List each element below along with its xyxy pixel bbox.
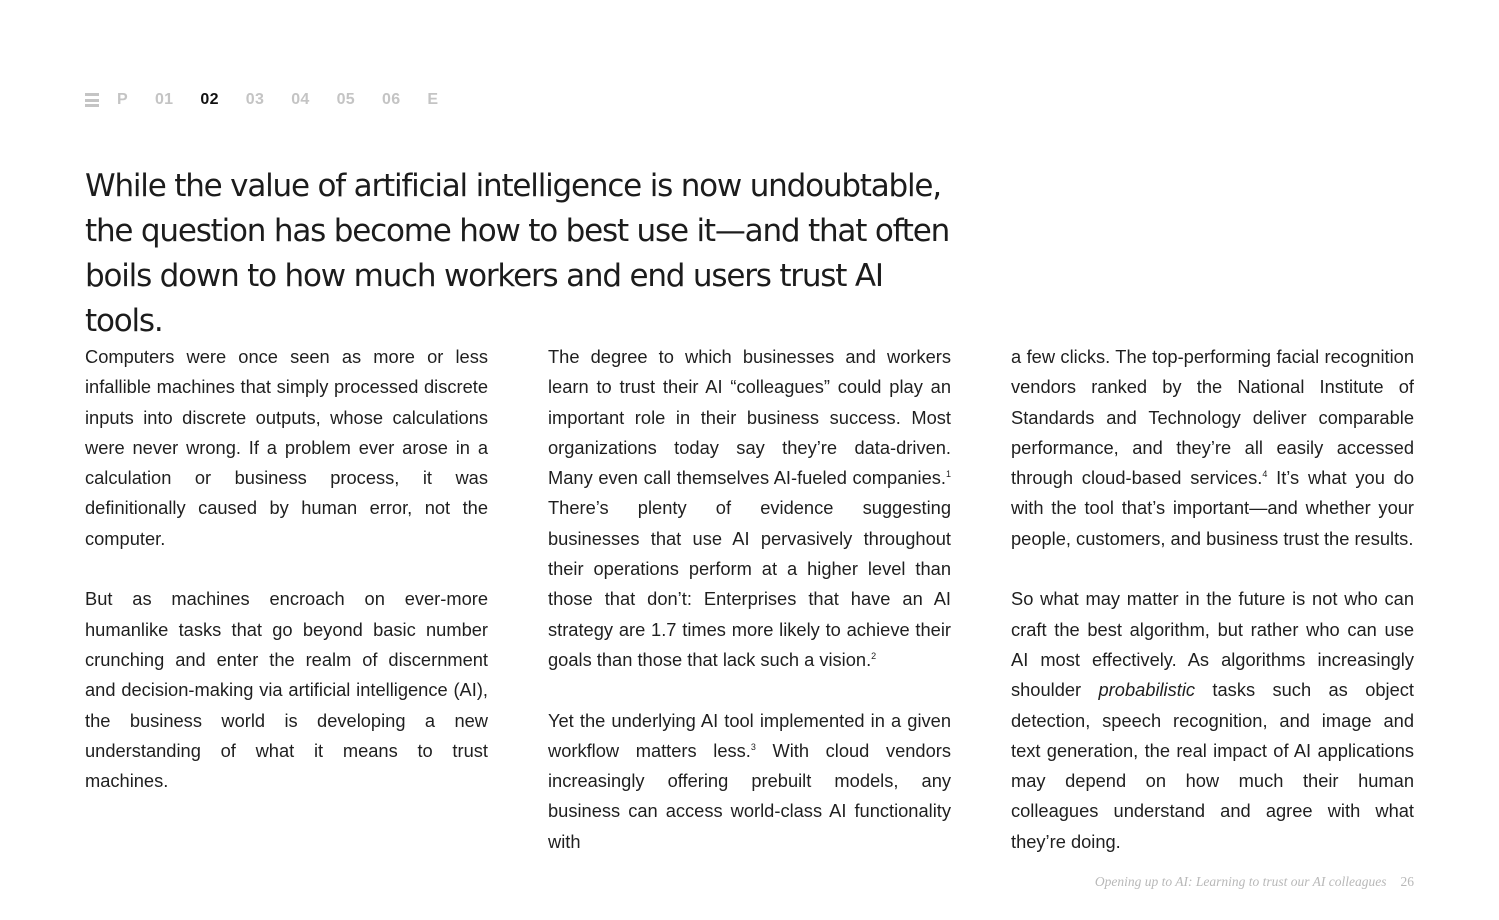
nav-item-02[interactable]: 02 (200, 91, 219, 108)
text-run: It’s what you do with the tool that’s important—and whether your people, customers, and business trust the results. (1011, 467, 1414, 549)
body-column-3 (1011, 342, 1414, 887)
text-run: With cloud vendors increasingly offering prebuilt models, any business can access world-class AI functionality with (548, 739, 951, 852)
section-nav (85, 89, 465, 111)
paragraph (1011, 342, 1414, 554)
nav-item-e[interactable]: E (427, 91, 439, 108)
nav-item-01[interactable]: 01 (154, 91, 174, 108)
text-run: So what may matter in the future is not who can craft the best algorithm, but rather who can use AI most effectively. As algorithms increasingly shoulder (1011, 588, 1414, 701)
text-run: tasks such as object detection, speech recognition, and image and text generation, the real impact of AI applications may depend on how much their human colleagues understand and agree with what they’re doing. (1011, 679, 1414, 852)
footnote-ref-3[interactable]: 3 (750, 741, 756, 752)
page-number: 26 (1400, 874, 1414, 889)
paragraph: Computers were once seen as more or less infallible machines that simply processed discrete inputs into discrete outputs, whose calculations were never wrong. If a problem ever arose in a calculation or business process, it was definitionally caused by human error, not the computer. (85, 346, 488, 549)
text-run: The degree to which businesses and workers learn to trust their AI “colleagues” could play an important role in their business success. Most organizations today say they’re data-driven. Many even call themselves AI-fueled companies. (548, 346, 951, 489)
text-run: Yet the underlying AI tool implemented in a given workflow matters less. (548, 709, 951, 761)
text-run: a few clicks. The top-performing facial recognition vendors ranked by the National Institute of Standards and Technology deliver comparable performance, and they’re all easily accessed through cloud-based services. (1011, 346, 1414, 489)
paragraph: But as machines encroach on ever-more humanlike tasks that go beyond basic number crunching and enter the realm of discernment and decision-making via artificial intelligence (AI), the business world is developing a new understanding of what it means to trust machines. (85, 588, 488, 792)
footnote-ref-2[interactable]: 2 (871, 650, 877, 661)
nav-item-05[interactable]: 05 (336, 91, 356, 108)
footnote-ref-4[interactable]: 4 (1262, 469, 1268, 480)
footnote-ref-1[interactable]: 1 (945, 469, 951, 480)
text-run: There’s plenty of evidence suggesting businesses that use AI pervasively throughout their operations perform at a higher level than those that don’t: Enterprises that have an AI strategy are 1.7 times more likely to achieve their goals than those that lack such a vision. (548, 497, 951, 670)
body-column-2 (548, 342, 951, 887)
nav-item-04[interactable]: 04 (291, 91, 310, 108)
paragraph (548, 706, 951, 857)
page-headline: While the value of artificial intelligence is now undoubtable, the question has become how to best use it—and that often boils down to how much workers and end users trust AI tools. (85, 168, 950, 339)
nav-item-03[interactable]: 03 (245, 91, 265, 108)
nav-item-p[interactable]: P (117, 91, 128, 108)
page-footer (1095, 874, 1414, 890)
footer-title: Opening up to AI: Learning to trust our AI colleagues (1094, 874, 1387, 889)
paragraph (548, 342, 951, 675)
body-column-1 (85, 342, 488, 827)
paragraph (1011, 584, 1414, 857)
menu-lines-icon[interactable] (85, 93, 99, 107)
emphasis: probabilistic (1098, 679, 1196, 701)
nav-item-06[interactable]: 06 (382, 91, 401, 108)
